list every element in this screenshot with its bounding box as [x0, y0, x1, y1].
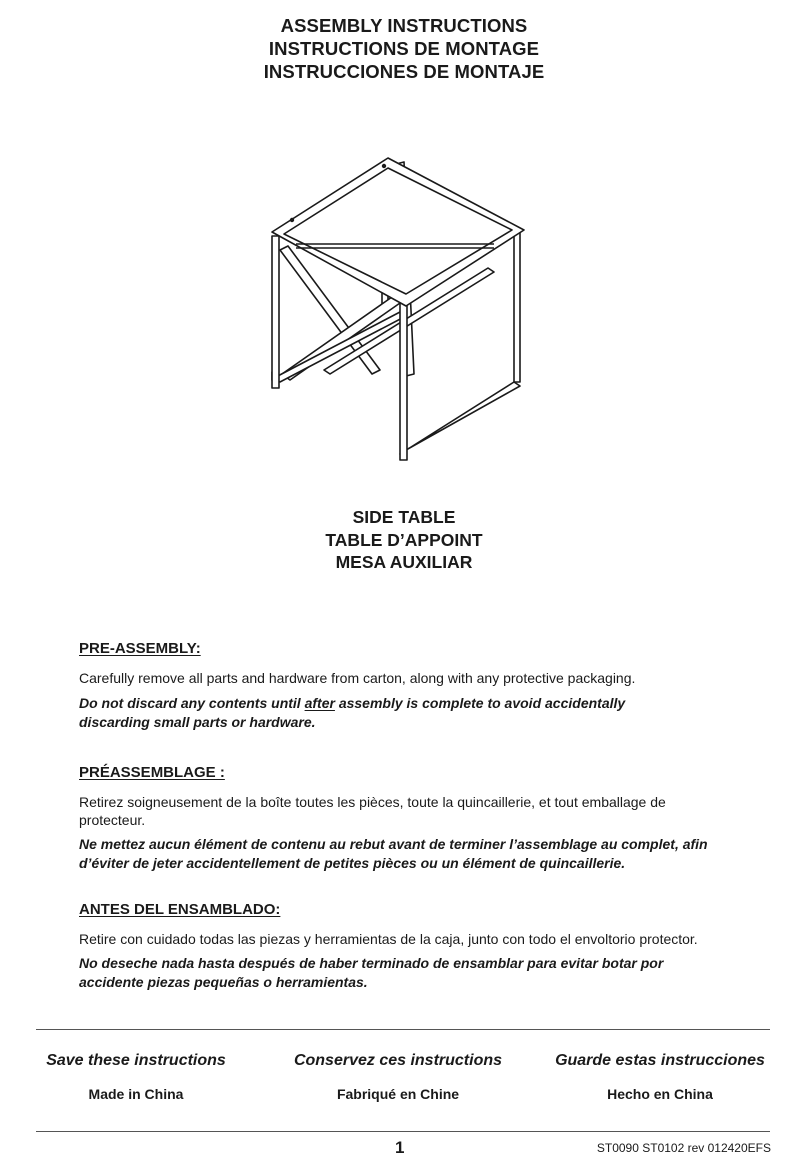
save-instructions-english: Save these instructions: [46, 1052, 226, 1069]
section-warning-preassemblage: Ne mettez aucun élément de contenu au rebut avant de terminer l’assemblage au complet, afin d’éviter de jeter accidentellement de petites pièces ou un élément de quincaillerie.: [79, 836, 708, 871]
warning-emphasis: after: [304, 695, 335, 711]
footer-divider-bottom: [36, 1131, 770, 1132]
save-instructions-spanish: Guarde estas instrucciones: [555, 1052, 765, 1069]
made-in-spanish: Hecho en China: [607, 1086, 713, 1102]
document-code: ST0090 ST0102 rev 012420EFS: [596, 1141, 771, 1155]
save-instructions-french: Conservez ces instructions: [293, 1052, 503, 1069]
made-in-english: Made in China: [88, 1086, 184, 1102]
section-title-antes-del-ensamblado: ANTES DEL ENSAMBLADO:: [79, 901, 281, 918]
product-name-english: SIDE TABLE: [352, 507, 456, 527]
title-spanish: INSTRUCCIONES DE MONTAJE: [263, 61, 545, 82]
document-header: [0, 14, 808, 83]
product-name-spanish: MESA AUXILIAR: [335, 552, 473, 572]
section-text-antes-del-ensamblado: Retire con cuidado todas las piezas y herramientas de la caja, junto con todo el envoltorio protector.: [79, 931, 698, 947]
section-text-pre-assembly: Carefully remove all parts and hardware from carton, along with any protective packaging.: [79, 670, 636, 686]
section-title-pre-assembly: PRE-ASSEMBLY:: [79, 640, 201, 657]
title-english: ASSEMBLY INSTRUCTIONS: [280, 15, 528, 36]
title-french: INSTRUCTIONS DE MONTAGE: [268, 38, 540, 59]
section-text-preassemblage: Retirez soigneusement de la boîte toutes les pièces, toute la quincaillerie, et tout emballage de protecteur.: [79, 794, 666, 828]
product-name: [0, 506, 808, 574]
section-title-preassemblage: PRÉASSEMBLAGE :: [79, 764, 225, 781]
side-table-illustration: [262, 150, 544, 466]
section-warning-pre-assembly: [79, 694, 679, 732]
made-in-french: Fabriqué en Chine: [336, 1086, 460, 1102]
warning-text-end: assembly is complete to avoid accidentally discarding small parts or hardware.: [79, 695, 626, 730]
product-name-french: TABLE D’APPOINT: [325, 529, 483, 550]
warning-text-start: Do not discard any contents until: [79, 695, 305, 711]
footer-divider-top: [36, 1029, 770, 1030]
page-number: 1: [395, 1138, 405, 1157]
section-warning-antes-del-ensamblado: No deseche nada hasta después de haber terminado de ensamblar para evitar botar por accidente piezas pequeñas o herramientas.: [79, 955, 664, 990]
